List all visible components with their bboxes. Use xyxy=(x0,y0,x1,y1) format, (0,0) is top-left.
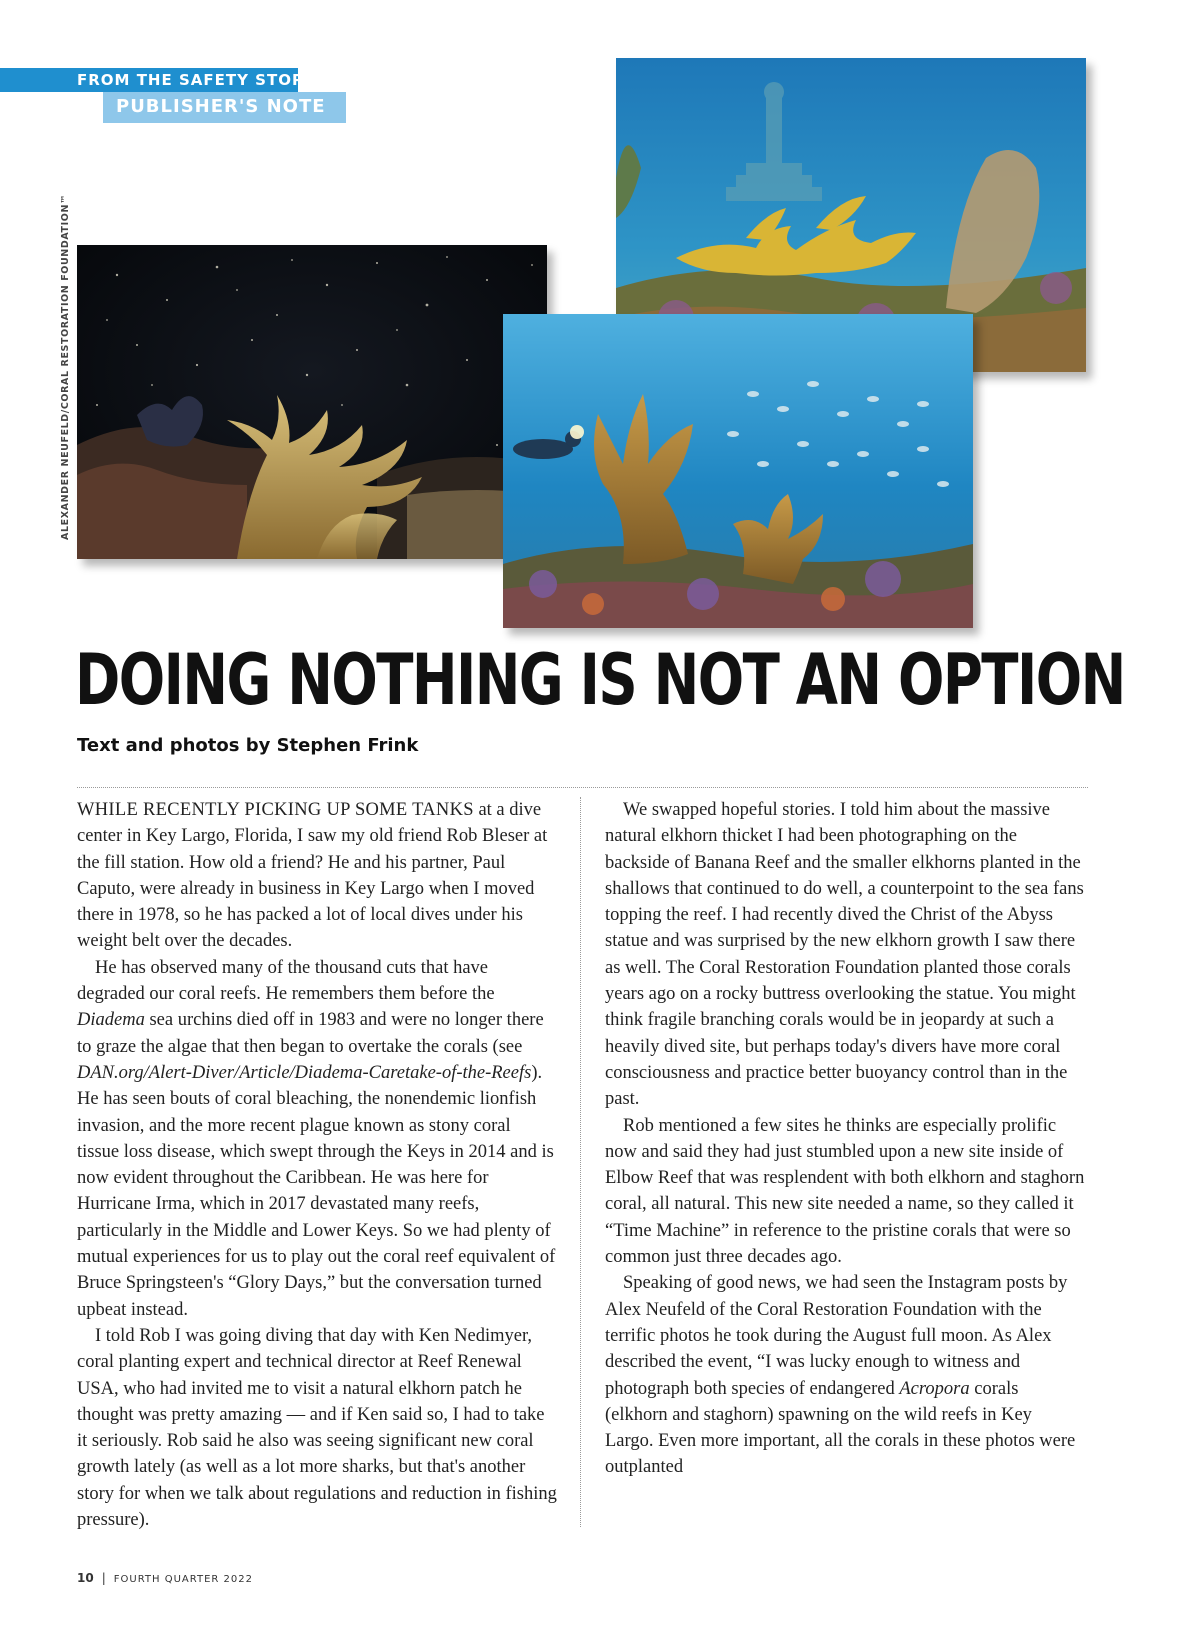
paragraph-text: at a dive center in Key Largo, Florida, I saw my old friend Rob Bleser at the fill station. How old a friend? He and his partner, Paul Caputo, were already in business in Key Largo when I moved there in 1978, so he has packed a lot of local dives under his weight belt over the decades. xyxy=(77,800,548,952)
column-divider xyxy=(580,797,581,1527)
article-column-left xyxy=(77,797,557,1533)
paragraph xyxy=(605,797,1085,1113)
elkhorn-diver-fish-photo xyxy=(503,314,973,628)
paragraph-text: I told Rob I was going diving that day with Ken Nedimyer, coral planting expert and technical director at Reef Renewal USA, who had invited me to visit a natural elkhorn patch he thought was pretty amazing — and if Ken said so, I had to take it seriously. Rob said he also was seeing significant new coral growth lately (as well as a lot more sharks, but that's another story for when we talk about regulations and reduction in fishing pressure). xyxy=(77,1325,557,1531)
article-column-right xyxy=(605,797,1085,1481)
page-footer xyxy=(77,1571,253,1585)
paragraph-text: He has observed many of the thousand cuts that have degraded our coral reefs. He remembers them before the xyxy=(77,957,495,1005)
article-byline: Text and photos by Stephen Frink xyxy=(77,735,419,756)
paragraph-text: We swapped hopeful stories. I told him about the massive natural elkhorn thicket I had been photographing on the backside of Banana Reef and the smaller elkhorns planted in the shallows that continued to do well, a counterpoint to the sea fans topping the reef. I had recently dived the Christ of the Abyss statue and was surprised by the new elkhorn growth I saw there as well. The Coral Restoration Foundation planted those corals years ago on a rocky buttress overlooking the statue. You might think fragile branching corals would be in jeopardy at such a heavily dived site, but perhaps today's divers have more coral consciousness and practice better buoyancy control than in the past. xyxy=(605,800,1084,1110)
paragraph-text: corals (elkhorn and staghorn) spawning on the wild reefs in Key Largo. Even more important, all the corals in these photos were outplanted xyxy=(605,1378,1076,1478)
paragraph-text: Speaking of good news, we had seen the Instagram posts by Alex Neufeld of the Coral Restoration Foundation with the terrific photos he took during the August full moon. As Alex described the event, “I was lucky enough to witness and photograph both species of endangered xyxy=(605,1273,1068,1399)
species-name: Diadema xyxy=(77,1010,145,1031)
coral-spawning-night-photo xyxy=(77,245,547,559)
paragraph xyxy=(77,955,557,1323)
section-sublabel: PUBLISHER'S NOTE xyxy=(103,92,346,123)
issue-label: FOURTH QUARTER 2022 xyxy=(113,1574,253,1585)
footer-separator: | xyxy=(101,1571,106,1585)
section-label: FROM THE SAFETY STOP xyxy=(77,71,304,89)
genus-name: Acropora xyxy=(899,1378,970,1399)
paragraph xyxy=(605,1270,1085,1480)
page-number: 10 xyxy=(77,1571,94,1585)
header-divider xyxy=(77,787,1088,788)
paragraph-text: Rob mentioned a few sites he thinks are especially prolific now and said they had just stumbled upon a new site inside of Elbow Reef that was resplendent with both elkhorn and staghorn coral, all natural. This new site needed a name, so they called it “Time Machine” in reference to the pristine corals that were so common just three decades ago. xyxy=(605,1115,1085,1268)
paragraph-text: ). He has seen bouts of coral bleaching, the nonendemic lionfish invasion, and the more recent plague known as stony coral tissue loss disease, which swept through the Keys in 2014 and is now evident throughout the Caribbean. He was here for Hurricane Irma, which in 2017 devastated many reefs, particularly in the Middle and Lower Keys. So we had plenty of mutual experiences for us to play out the coral reef equivalent of Bruce Springsteen's “Glory Days,” but the conversation turned upbeat instead. xyxy=(77,1062,556,1320)
photo-credit: ALEXANDER NEUFELD/CORAL RESTORATION FOUNDATION™ xyxy=(60,193,71,540)
paragraph xyxy=(77,797,557,955)
article-reference-link: DAN.org/Alert-Diver/Article/Diadema-Caretake-of-the-Reefs xyxy=(77,1062,532,1083)
lead-in: WHILE RECENTLY PICKING UP SOME TANKS xyxy=(77,800,474,820)
paragraph-text: sea urchins died off in 1983 and were no longer there to graze the algae that then began to overtake the corals (see xyxy=(77,1010,544,1057)
paragraph xyxy=(605,1113,1085,1271)
article-headline: DOING NOTHING IS NOT AN OPTION xyxy=(75,639,1125,721)
paragraph xyxy=(77,1323,557,1533)
